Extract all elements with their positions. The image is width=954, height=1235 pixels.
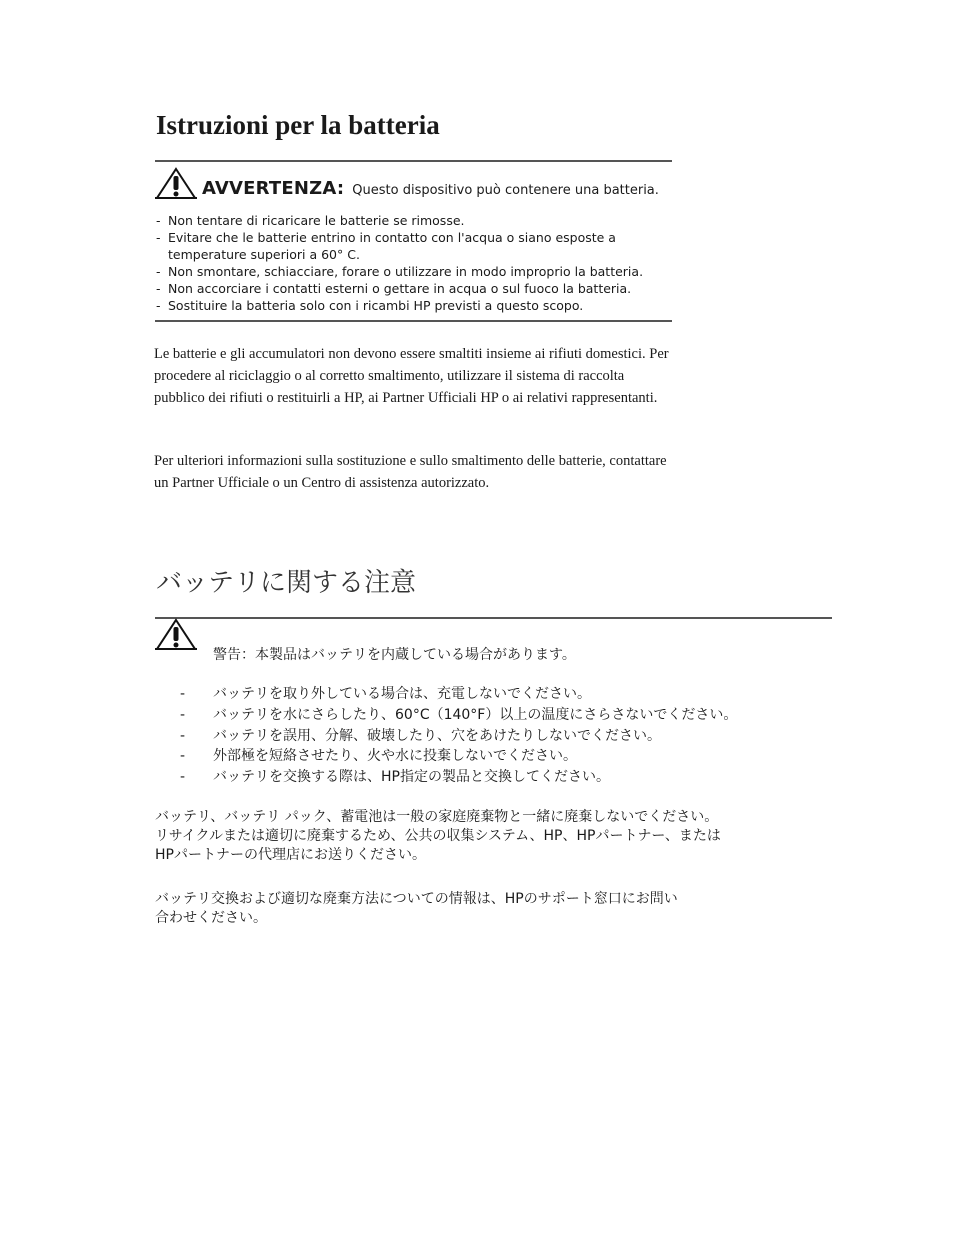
italian-title: Istruzioni per la batteria [156, 110, 440, 140]
japanese-info-paragraph [155, 890, 795, 928]
list-item: - Sostituire la batteria solo con i ricambi HP previsti a questo scopo. [156, 298, 584, 313]
paragraph-line: HPパートナーの代理店にお送りください。 [155, 847, 426, 863]
italian-warning-list [156, 212, 676, 314]
list-item: - バッテリを誤用、分解、破壊したり、穴をあけたりしないでください。 [180, 727, 661, 744]
italian-warning [202, 178, 659, 199]
paragraph-line: バッテリ、バッテリ パック、蓄電池は一般の家庭廃棄物と一緒に廃棄しないでください。 [155, 809, 719, 825]
italian-warning-top-rule [155, 160, 672, 162]
list-item: - Evitare che le batterie entrino in contatto con l'acqua o siano esposte a temperature superiori a 60° C. [156, 230, 616, 262]
list-item: - 外部極を短絡させたり、火や水に投棄しないでください。 [180, 748, 577, 765]
paragraph-line: バッテリ交換および適切な廃棄方法についての情報は、HPのサポート窓口にお問い [155, 891, 678, 907]
list-item: - バッテリを交換する際は、HP指定の製品と交換してください。 [180, 769, 610, 786]
italian-warning-bottom-rule [155, 320, 672, 322]
japanese-warning-list [180, 684, 737, 788]
japanese-disposal-paragraph [155, 808, 795, 865]
italian-disposal-paragraph: Le batterie e gli accumulatori non devono essere smaltiti insieme ai rifiuti domestici. Per procedere al riciclaggio o al corretto smaltimento, utilizzare il sistema di raccolta pubblico dei rifiuti o restituirli a HP, ai Partner Ufficiali HP o ai relativi rappresentanti. [154, 346, 669, 406]
list-item: - バッテリを取り外している場合は、充電しないでください。 [180, 686, 591, 702]
japanese-title: バッテリに関する注意 [156, 568, 417, 598]
list-item: - Non tentare di ricaricare le batterie se rimosse. [156, 213, 465, 228]
list-item: - バッテリを水にさらしたり、60°C（140°F）以上の温度にさらさないでください。 [180, 706, 738, 723]
paragraph-line: 合わせください。 [155, 910, 267, 926]
list-item: - Non accorciare i contatti esterni o gettare in acqua o sul fuoco la batteria. [156, 281, 632, 296]
japanese-warning: 警告：本製品はバッテリを内蔵している場合があります。 [213, 647, 576, 663]
italian-warning-text: Questo dispositivo può contenere una batteria. [352, 183, 659, 198]
list-item: - Non smontare, schiacciare, forare o utilizzare in modo improprio la batteria. [156, 264, 644, 279]
paragraph-line: リサイクルまたは適切に廃棄するため、公共の収集システム、HP、HPパートナー、または [155, 828, 721, 844]
italian-warning-label: AVVERTENZA: [202, 178, 345, 199]
warning-triangle-icon [155, 618, 197, 652]
japanese-title-rule [155, 617, 832, 619]
italian-info-paragraph: Per ulteriori informazioni sulla sostituzione e sullo smaltimento delle batterie, contattare un Partner Ufficiale o un Centro di assistenza autorizzato. [154, 453, 667, 491]
warning-triangle-icon [155, 167, 197, 201]
